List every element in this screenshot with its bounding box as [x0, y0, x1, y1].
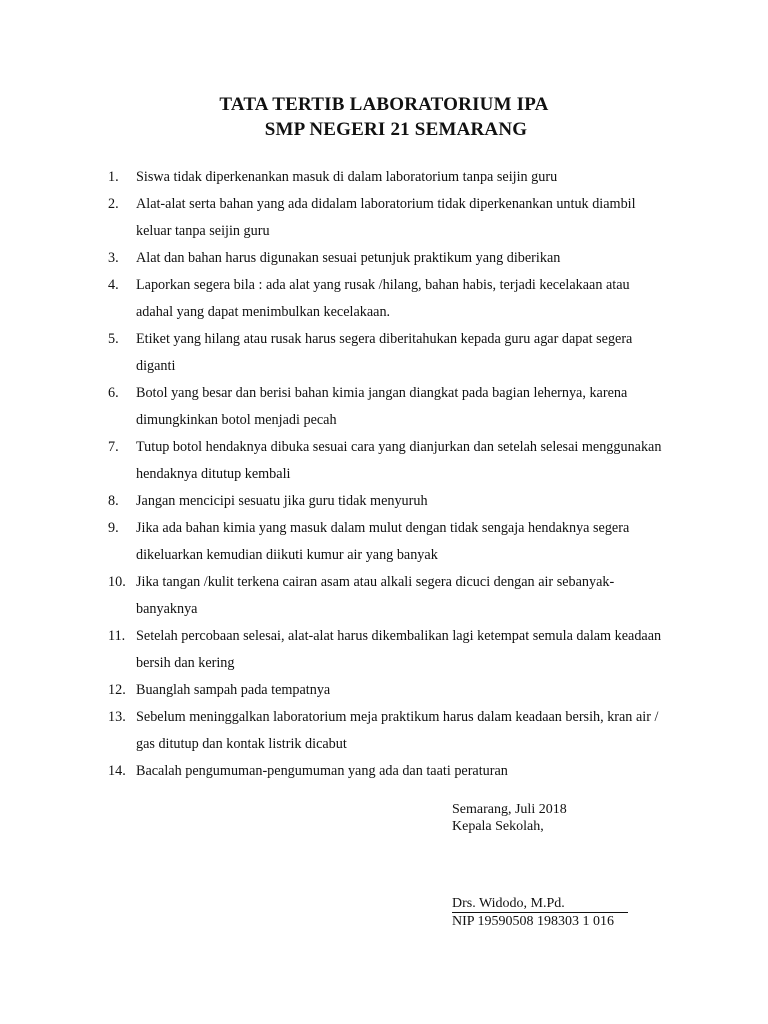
rule-item	[108, 677, 668, 704]
rule-number: 12.	[108, 682, 126, 698]
rule-text: Jika ada bahan kimia yang masuk dalam mulut dengan tidak sengaja hendaknya segera dikeluarkan kemudian diikuti kumur air yang banyak	[136, 520, 630, 563]
rule-number: 2.	[108, 196, 119, 212]
rule-item	[108, 623, 668, 677]
rule-text: Setelah percobaan selesai, alat-alat harus dikembalikan lagi ketempat semula dalam keadaan bersih dan kering	[136, 628, 662, 671]
rule-item	[108, 326, 668, 380]
rule-number: 8.	[108, 493, 119, 509]
signature-block	[452, 801, 652, 930]
rule-item	[108, 380, 668, 434]
rule-number: 10.	[108, 574, 126, 590]
rule-item	[108, 191, 668, 245]
rule-text: Jangan mencicipi sesuatu jika guru tidak menyuruh	[136, 493, 428, 509]
rule-text: Alat dan bahan harus digunakan sesuai petunjuk praktikum yang diberikan	[136, 250, 561, 266]
rule-text: Buanglah sampah pada tempatnya	[136, 682, 331, 698]
rule-text: Botol yang besar dan berisi bahan kimia jangan diangkat pada bagian lehernya, karena dimungkinkan botol menjadi pecah	[136, 385, 628, 428]
signatory-name: Drs. Widodo, M.Pd.	[452, 895, 628, 913]
rule-number: 1.	[108, 169, 119, 185]
rule-text: Alat-alat serta bahan yang ada didalam laboratorium tidak diperkenankan untuk diambil keluar tanpa seijin guru	[136, 196, 636, 239]
signatory-nip: NIP 19590508 198303 1 016	[452, 914, 615, 929]
rule-text: Jika tangan /kulit terkena cairan asam atau alkali segera dicuci dengan air sebanyak-banyaknya	[136, 574, 615, 617]
rule-text: Bacalah pengumuman-pengumuman yang ada dan taati peraturan	[136, 763, 508, 779]
rule-item	[108, 434, 668, 488]
rule-text: Tutup botol hendaknya dibuka sesuai cara yang dianjurkan dan setelah selesai menggunakan hendaknya ditutup kembali	[136, 439, 662, 482]
rule-number: 11.	[108, 628, 126, 644]
title-line-2: SMP NEGERI 21 SEMARANG	[264, 119, 528, 140]
signature-space	[452, 835, 652, 895]
rule-item	[108, 704, 668, 758]
rule-item	[108, 515, 668, 569]
rule-number: 6.	[108, 385, 119, 401]
rule-item	[108, 569, 668, 623]
rule-number: 5.	[108, 331, 119, 347]
rule-item	[108, 245, 668, 272]
rule-text: Siswa tidak diperkenankan masuk di dalam laboratorium tanpa seijin guru	[136, 169, 558, 185]
signatory-position: Kepala Sekolah,	[452, 819, 544, 834]
rule-number: 3.	[108, 250, 119, 266]
rule-number: 14.	[108, 763, 126, 779]
rule-text: Sebelum meninggalkan laboratorium meja praktikum harus dalam keadaan bersih, kran air / gas ditutup dan kontak listrik dicabut	[136, 709, 659, 752]
title-line-1: TATA TERTIB LABORATORIUM IPA	[219, 94, 549, 115]
rules-list	[108, 164, 668, 785]
rule-text: Laporkan segera bila : ada alat yang rusak /hilang, bahan habis, terjadi kecelakaan atau adahal yang dapat menimbulkan kecelakaan.	[136, 277, 630, 320]
rule-item	[108, 488, 668, 515]
rule-number: 13.	[108, 709, 126, 725]
rule-item	[108, 758, 668, 785]
rule-number: 9.	[108, 520, 119, 536]
rule-text: Etiket yang hilang atau rusak harus segera diberitahukan kepada guru agar dapat segera diganti	[136, 331, 633, 374]
rule-item	[108, 164, 668, 191]
place-date: Semarang, Juli 2018	[452, 802, 567, 817]
rule-number: 4.	[108, 277, 119, 293]
document-title	[0, 92, 768, 142]
rule-number: 7.	[108, 439, 119, 455]
rule-item	[108, 272, 668, 326]
